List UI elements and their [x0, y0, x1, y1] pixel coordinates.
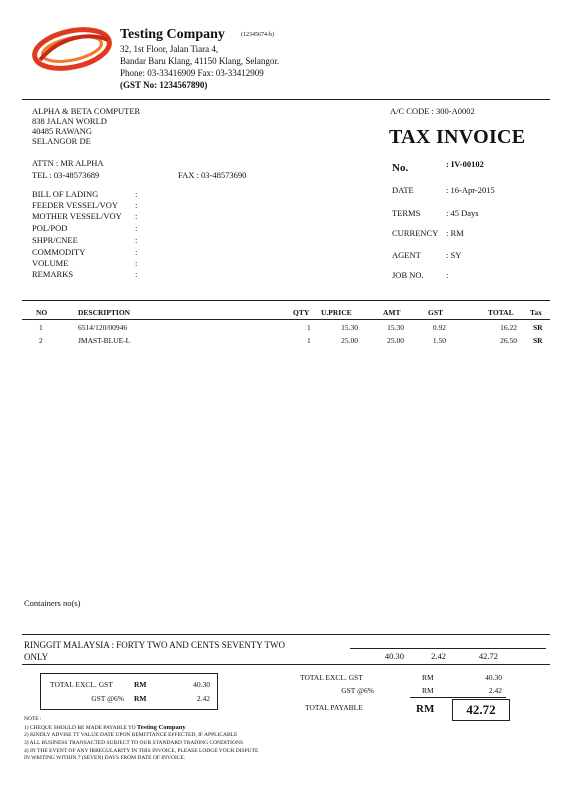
containers-label: Containers no(s) [24, 598, 81, 608]
shipping-value: : [135, 269, 138, 279]
cell-qty: 1 [307, 336, 311, 345]
customer-address-line2: 40485 RAWANG [32, 126, 92, 136]
cell-description: JMAST-BLUE-L [78, 336, 131, 345]
job-no-value: : [446, 270, 449, 280]
job-no-label: JOB NO. [392, 270, 424, 280]
total-payable-label: TOTAL PAYABLE [305, 703, 363, 712]
gst-box-excl-currency: RM [134, 680, 147, 689]
amount-in-words-line1: RINGGIT MALAYSIA : FORTY TWO AND CENTS SEVENTY TWO [24, 640, 285, 650]
cell-total: 26.50 [500, 336, 517, 345]
column-header: GST [428, 308, 444, 317]
notes-title: NOTE : [24, 716, 42, 722]
gst-box-gst-value: 2.42 [196, 694, 210, 703]
shipping-value: : [135, 247, 138, 257]
gst-summary-box [40, 673, 218, 710]
currency-label: CURRENCY [392, 228, 439, 238]
note-3: 3) ALL BUSINESS TRANSACTED SUBJECT TO OUR STANDARD TRADING CONDITIONS [24, 740, 244, 746]
currency-value: : RM [446, 228, 464, 238]
cell-tax-code: SR [533, 336, 543, 345]
cell-qty: 1 [307, 323, 311, 332]
note-5: IN WRITING WITHIN 7 (SEVEN) DAYS FROM DATE OF INVOICE. [24, 755, 186, 761]
cell-no: 2 [39, 336, 43, 345]
cell-gst: 0.92 [432, 323, 446, 332]
company-address-line2: Bandar Baru Klang, 41150 Klang, Selangor. [120, 56, 280, 66]
company-address-line1: 32, 1st Floor, Jalan Tiara 4, [120, 44, 219, 54]
invoice-title: TAX INVOICE [389, 126, 526, 148]
footer-mid-rule [22, 664, 550, 665]
shipping-label: COMMODITY [32, 247, 86, 257]
column-header: NO [36, 308, 48, 317]
shipping-value: : [135, 211, 138, 221]
shipping-label: POL/POD [32, 223, 68, 233]
customer-address-line1: 838 JALAN WORLD [32, 116, 107, 126]
shipping-label: FEEDER VESSEL/VOY [32, 200, 119, 210]
summary-gst-currency: RM [422, 686, 434, 695]
column-header: U.PRICE [321, 308, 352, 317]
account-code: A/C CODE : 300-A0002 [390, 106, 475, 116]
company-name: Testing Company [120, 27, 225, 42]
totals-gst: 2.42 [431, 651, 446, 661]
agent-value: : SY [446, 250, 462, 260]
customer-name: ALPHA & BETA COMPUTER [32, 106, 141, 116]
header-divider [22, 99, 550, 100]
summary-excl-label: TOTAL EXCL. GST [300, 673, 363, 682]
cell-amount: 15.30 [387, 323, 404, 332]
terms-value: : 45 Days [446, 208, 479, 218]
shipping-value: : [135, 189, 138, 199]
cell-gst: 1.50 [432, 336, 446, 345]
cell-total: 16.22 [500, 323, 517, 332]
summary-gst-label: GST @6% [341, 686, 374, 695]
column-header: Tax [530, 308, 542, 317]
column-header: DESCRIPTION [78, 308, 131, 317]
note-line [24, 724, 186, 731]
cell-unit-price: 25.00 [341, 336, 358, 345]
date-label: DATE [392, 185, 414, 195]
company-logo [30, 26, 114, 72]
company-gst-no: (GST No: 1234567890) [120, 80, 208, 90]
column-header: AMT [383, 308, 401, 317]
note-1-company: Testing Company [136, 724, 186, 731]
gst-box-excl-value: 40.30 [193, 680, 210, 689]
table-top-rule [22, 300, 550, 301]
cell-no: 1 [39, 323, 43, 332]
shipping-label: MOTHER VESSEL/VOY [32, 211, 122, 221]
shipping-label: REMARKS [32, 269, 74, 279]
customer-fax: FAX : 03-48573690 [178, 170, 247, 180]
shipping-label: VOLUME [32, 258, 69, 268]
customer-tel: TEL : 03-48573689 [32, 170, 100, 180]
shipping-value: : [135, 258, 138, 268]
invoice-no-value: : IV-00102 [446, 159, 484, 169]
cell-description: 6514/120/00946 [78, 323, 128, 332]
note-4: 4) IN THE EVENT OF ANY IRREGULARITY IN THIS INVOICE, PLEASE LODGE YOUR DISPUTE [24, 748, 259, 754]
company-reg-no: (12345674-b) [241, 32, 274, 38]
footer-top-rule [22, 634, 550, 635]
shipping-label: BILL OF LADING [32, 189, 99, 199]
date-value: : 16-Apr-2015 [446, 185, 495, 195]
table-header-rule [22, 319, 550, 320]
summary-gst-value: 2.42 [488, 686, 502, 695]
invoice-no-label: No. [392, 162, 409, 174]
terms-label: TERMS [392, 208, 421, 218]
gst-box-gst-currency: RM [134, 694, 147, 703]
shipping-label: SHPR/CNEE [32, 235, 78, 245]
cell-tax-code: SR [533, 323, 543, 332]
shipping-value: : [135, 200, 138, 210]
amount-in-words-line2: ONLY [24, 652, 49, 662]
summary-excl-currency: RM [422, 673, 434, 682]
gst-box-gst-label: GST @6% [91, 694, 124, 703]
cell-amount: 25.00 [387, 336, 404, 345]
cell-unit-price: 15.30 [341, 323, 358, 332]
customer-attn: ATTN : MR ALPHA [32, 158, 104, 168]
shipping-value: : [135, 235, 138, 245]
customer-address-line3: SELANGOR DE [32, 136, 91, 146]
total-payable-currency: RM [416, 703, 435, 715]
note-1-text: 1) CHEQUE SHOULD BE MADE PAYABLE TO [24, 725, 137, 731]
totals-amount: 40.30 [384, 651, 404, 661]
gst-box-excl-label: TOTAL EXCL. GST [50, 680, 113, 689]
column-header: QTY [293, 308, 310, 317]
totals-total: 42.72 [478, 651, 498, 661]
total-payable-value: 42.72 [466, 702, 496, 717]
swoosh-logo-icon [30, 26, 114, 72]
summary-rule [410, 697, 506, 698]
shipping-value: : [135, 223, 138, 233]
note-2: 2) KINDLY ADVISE TT VALUE DATE UPON REMITTANCE EFFECTED, IF APPLICABLE [24, 732, 238, 738]
summary-excl-value: 40.30 [485, 673, 502, 682]
company-phone-fax: Phone: 03-33416909 Fax: 03-33412909 [120, 68, 264, 78]
totals-line-rule [350, 648, 546, 649]
agent-label: AGENT [392, 250, 421, 260]
column-header: TOTAL [488, 308, 514, 317]
